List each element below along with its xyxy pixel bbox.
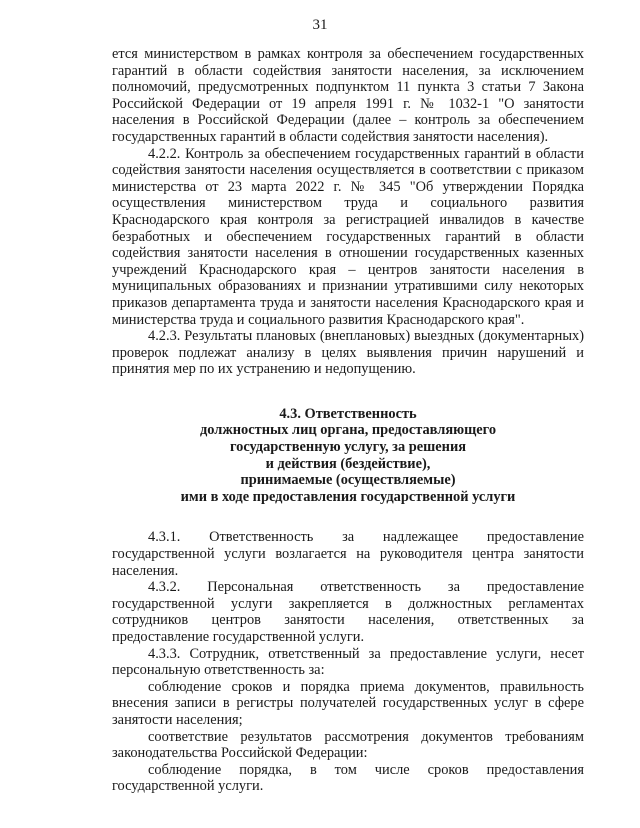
paragraph-4-2-2: 4.2.2. Контроль за обеспечением государственных гарантий в области содействия занятости населения осуществляется в соответствии с приказом министерства от 23 марта 2022 г. № 345 "Об утверждении Порядка осуществления министерством труда и социального развития Краснодарского края контроля за регистрацией инвалидов в качестве безработных и обеспечением государственных гарантий в области содействия занятости населения в отношении государственных казенных учреждений Краснодарского края – центров занятости населения в муниципальных образованиях и признании утратившими силу некоторых приказов департамента труда и занятости населения Краснодарского края и министерства труда и социального развития Краснодарского края". xyxy=(112,145,584,328)
list-item: соблюдение сроков и порядка приема документов, правильность внесения записи в регистры получателей государственных услуг в сфере занятости населения; xyxy=(112,678,584,728)
paragraph-4-3-3: 4.3.3. Сотрудник, ответственный за предоставление услуги, несет персональную ответственность за: xyxy=(112,645,584,679)
heading-line: государственную услугу, за решения xyxy=(229,439,467,456)
paragraph-4-3-2: 4.3.2. Персональная ответственность за предоставление государственной услуги закрепляется в должностных регламентах сотрудников центров занятости населения, ответственных за предоставление государственной услуги. xyxy=(112,579,584,645)
list-item: соответствие результатов рассмотрения документов требованиям законодательства Российской Федерации: xyxy=(112,728,584,762)
section-heading-4-3 xyxy=(112,406,584,506)
paragraph-4-2-3: 4.2.3. Результаты плановых (внеплановых) выездных (документарных) проверок подлежат анализу в целях выявления причин нарушений и принятия мер по их устранению и недопущению. xyxy=(112,328,584,378)
paragraph-4-3-1: 4.3.1. Ответственность за надлежащее предоставление государственной услуги возлагается на руководителя центра занятости населения. xyxy=(112,529,584,579)
document-body xyxy=(112,46,584,795)
heading-line: принимаемые (осуществляемые) xyxy=(240,472,456,489)
section-4-2-text xyxy=(112,46,584,378)
heading-line: ими в ходе предоставления государственной услуги xyxy=(180,488,516,505)
paragraph-continuation: ется министерством в рамках контроля за обеспечением государственных гарантий в области содействия занятости населения, за исключением полномочий, предусмотренных подпунктом 11 пункта 3 статьи 7 Закона Российской Федерации от 19 апреля 1991 г. № 1032-1 "О занятости населения в Российской Федерации (далее – контроль за обеспечением государственных гарантий в области содействия занятости населения). xyxy=(112,46,584,145)
section-4-3-text xyxy=(112,529,584,795)
heading-line: 4.3. Ответственность xyxy=(279,405,417,422)
heading-line: должностных лиц органа, предоставляющего xyxy=(199,422,497,439)
page-number: 31 xyxy=(312,17,328,33)
heading-line: и действия (бездействие), xyxy=(265,455,431,472)
list-item: соблюдение порядка, в том числе сроков предоставления государственной услуги. xyxy=(112,761,584,795)
